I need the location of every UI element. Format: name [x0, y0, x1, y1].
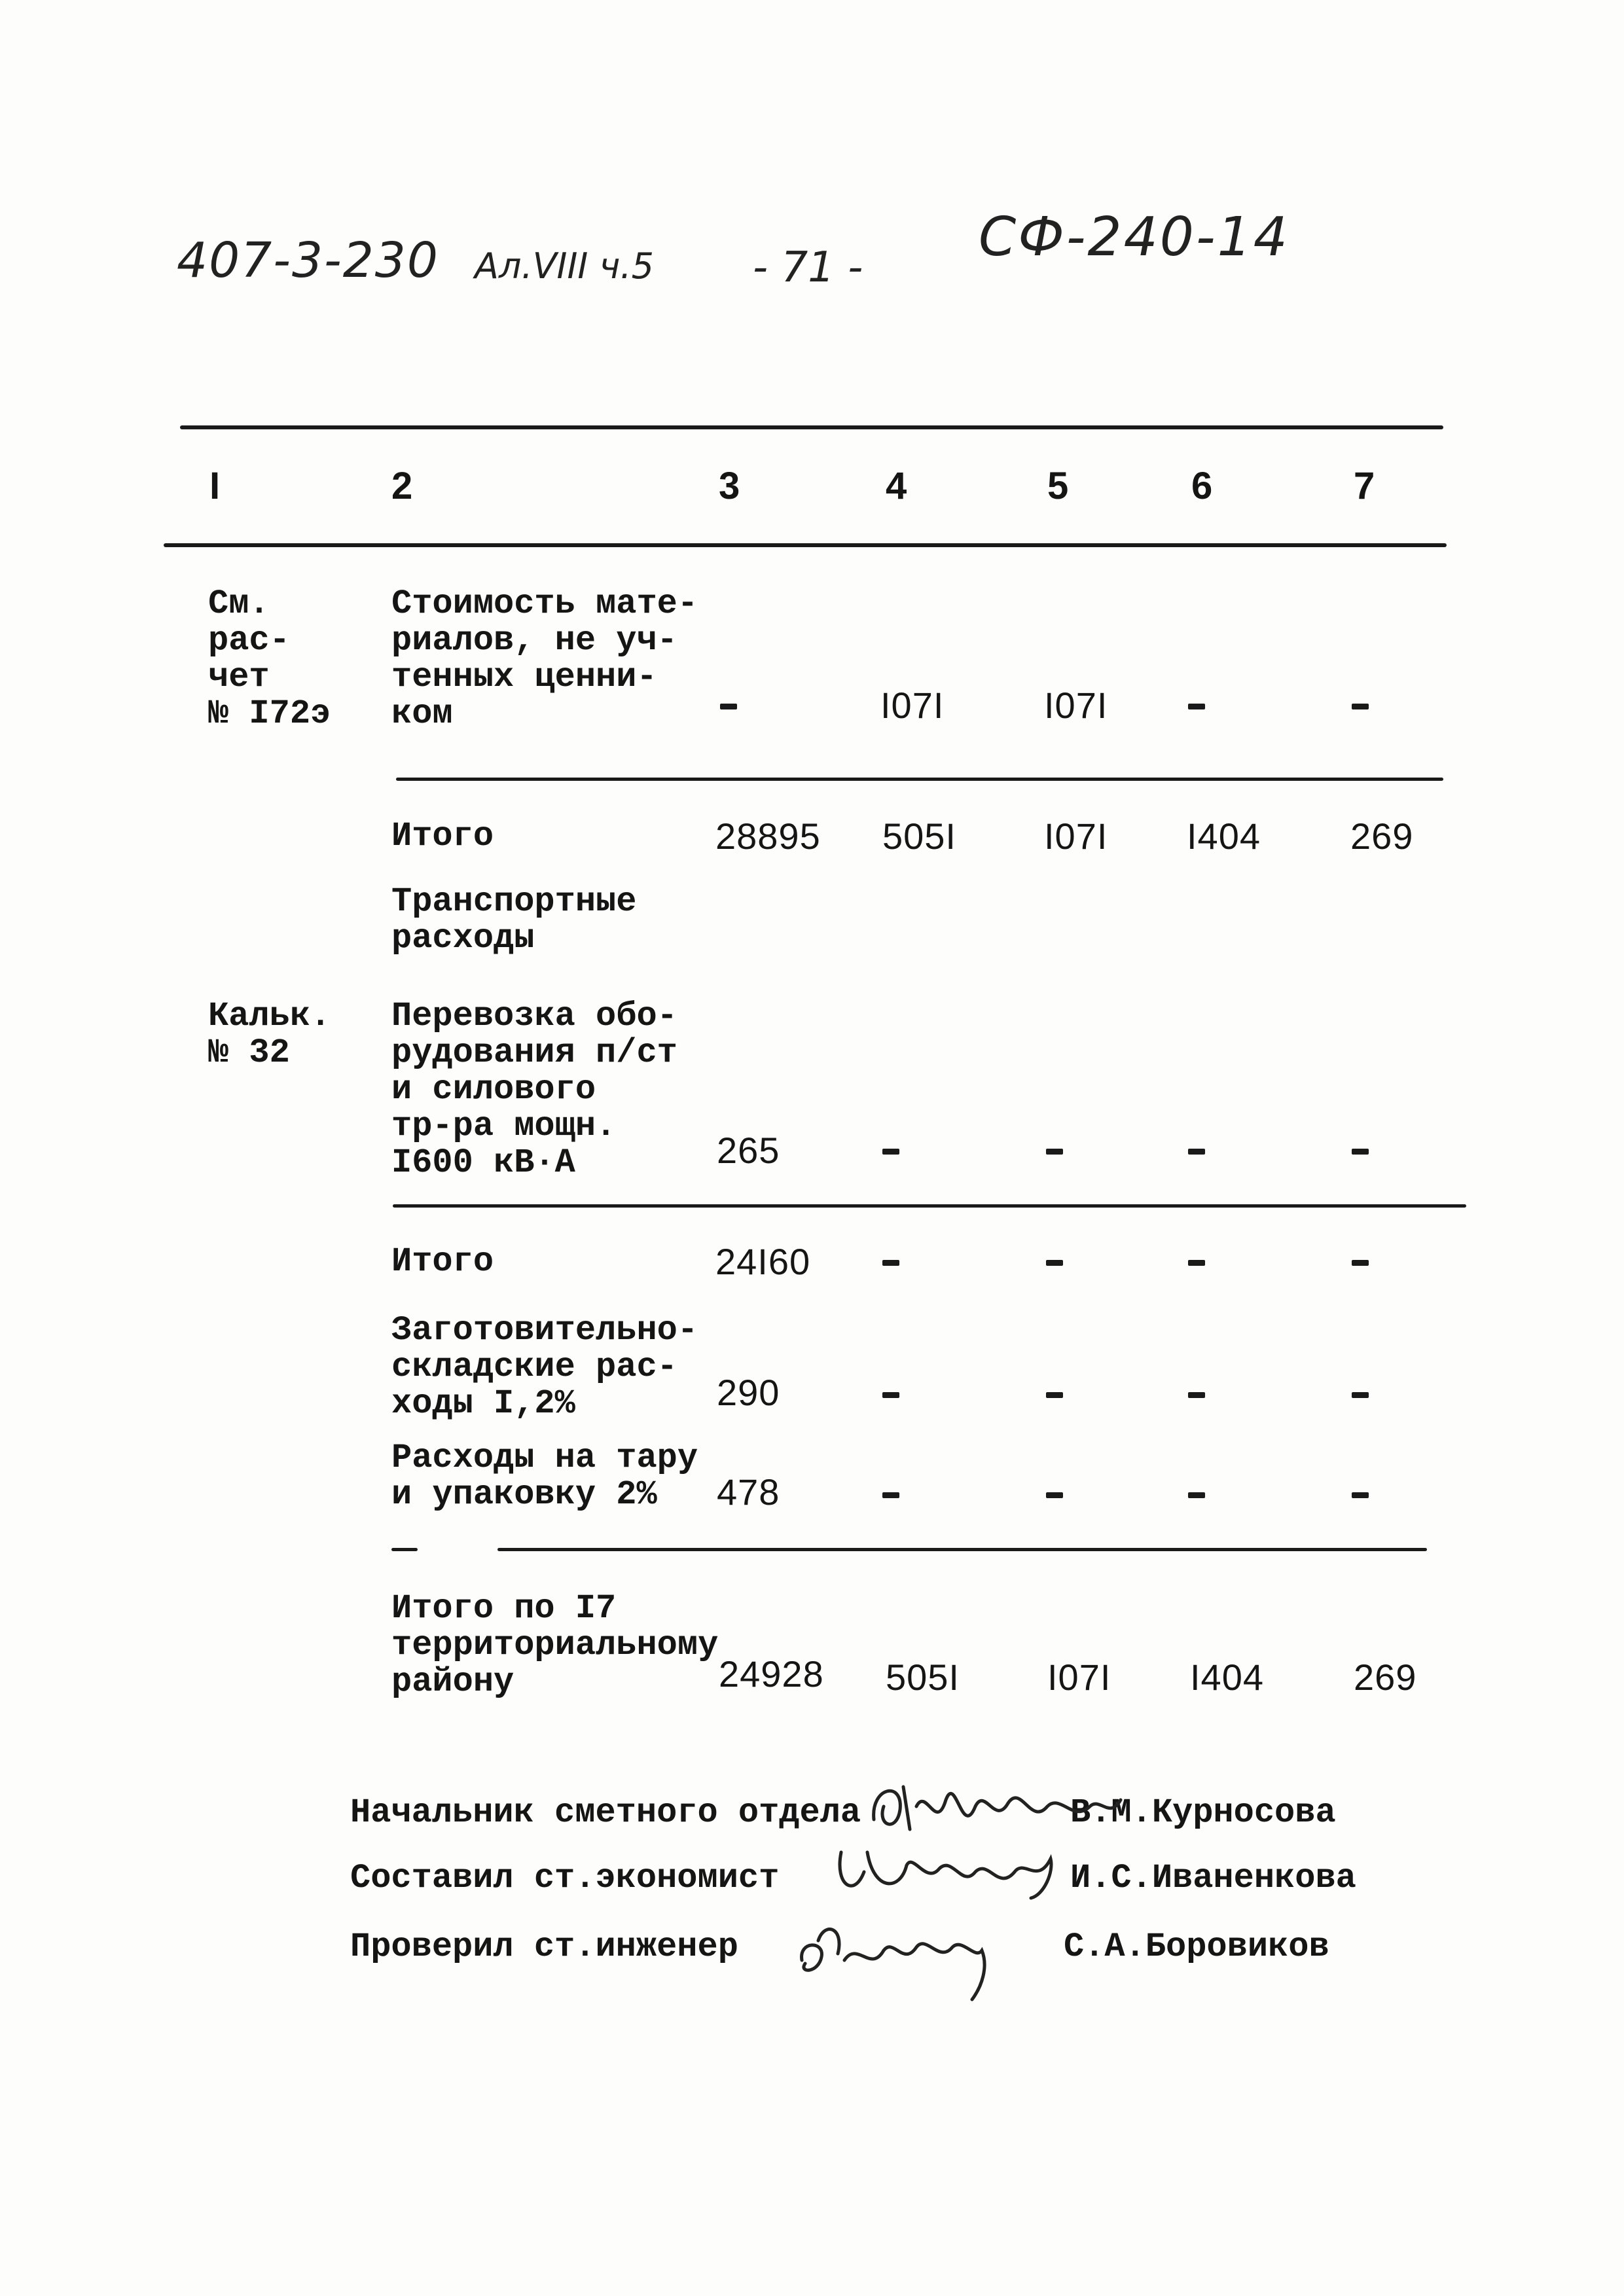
row3-name: Транспортные расходы	[391, 882, 637, 958]
row5-col4-dash	[882, 1260, 899, 1266]
signature-name-3: С.А.Боровиков	[1064, 1928, 1329, 1966]
row7-col3: 478	[717, 1471, 780, 1513]
signature-role-3: Проверил ст.инженер	[350, 1928, 738, 1966]
row5-col3: 24I60	[715, 1241, 811, 1282]
column-header-6: 6	[1191, 465, 1213, 507]
row2-col6: I404	[1187, 816, 1261, 857]
page-number: - 71 -	[753, 243, 863, 292]
column-header-2: 2	[391, 465, 413, 507]
row6-col6-dash	[1188, 1392, 1205, 1398]
row1-name: Стоимость мате- риалов, не уч- тенных ценни- ком	[391, 584, 698, 733]
row7-col7-dash	[1352, 1492, 1369, 1498]
row1-col4: I07I	[880, 685, 945, 726]
row5-name: Итого	[391, 1242, 494, 1281]
row4-name: Перевозка обо- рудования п/ст и силового тр-ра мощн. I600 кВ·А	[391, 997, 677, 1182]
row4-col4-dash	[882, 1149, 899, 1155]
row1-col6-dash	[1188, 704, 1205, 709]
row5-col6-dash	[1188, 1260, 1205, 1266]
row2-col3: 28895	[715, 816, 821, 857]
row8-col4: 505I	[886, 1657, 960, 1698]
row4-col5-dash	[1046, 1149, 1063, 1155]
row8-col6: I404	[1190, 1657, 1264, 1698]
divider-3a	[391, 1548, 418, 1551]
row1-col3-dash	[720, 704, 737, 709]
row4-col7-dash	[1352, 1149, 1369, 1155]
column-header-5: 5	[1047, 465, 1069, 507]
row7-col4-dash	[882, 1492, 899, 1498]
row1-col7-dash	[1352, 704, 1369, 709]
row8-col3: 24928	[719, 1653, 824, 1695]
divider-3b	[497, 1548, 1427, 1551]
row5-col5-dash	[1046, 1260, 1063, 1266]
row6-col4-dash	[882, 1392, 899, 1398]
row2-name: Итого	[391, 817, 494, 855]
signature-role-1: Начальник сметного отдела	[350, 1793, 861, 1832]
row6-name: Заготовительно- складские рас- ходы I,2%	[391, 1311, 698, 1423]
handwritten-signature-2	[828, 1833, 1064, 1911]
row4-col3: 265	[717, 1130, 780, 1171]
row7-name: Расходы на тару и упаковку 2%	[391, 1439, 698, 1514]
album-number: Ал.VIII ч.5	[475, 245, 654, 287]
row4-reference: Кальк. № 32	[208, 997, 331, 1072]
signature-name-1: В.М.Курносова	[1070, 1793, 1336, 1832]
table-top-rule	[180, 425, 1443, 429]
row5-col7-dash	[1352, 1260, 1369, 1266]
document-code: СФ-240-14	[979, 206, 1290, 268]
row7-col5-dash	[1046, 1492, 1063, 1498]
row1-reference: См. рас- чет № I72э	[208, 584, 331, 733]
row6-col7-dash	[1352, 1392, 1369, 1398]
row8-col7: 269	[1354, 1657, 1417, 1698]
column-header-7: 7	[1354, 465, 1375, 507]
signature-name-2: И.С.Иваненкова	[1070, 1859, 1356, 1897]
row2-col4: 505I	[882, 816, 956, 857]
row4-col6-dash	[1188, 1149, 1205, 1155]
row2-col7: 269	[1350, 816, 1414, 857]
column-header-4: 4	[886, 465, 907, 507]
row8-col5: I07I	[1047, 1657, 1111, 1698]
divider-2	[393, 1204, 1466, 1208]
row2-col5: I07I	[1044, 816, 1108, 857]
row6-col3: 290	[717, 1372, 780, 1413]
document-cipher: 407-3-230	[177, 232, 439, 289]
signature-role-2: Составил ст.экономист	[350, 1859, 780, 1897]
row1-col5: I07I	[1044, 685, 1108, 726]
row7-col6-dash	[1188, 1492, 1205, 1498]
row8-name: Итого по I7 территориальному району	[391, 1589, 719, 1701]
divider-1	[396, 778, 1443, 781]
handwritten-signature-3	[785, 1901, 1001, 2006]
column-header-3: 3	[719, 465, 740, 507]
header-bottom-rule	[164, 543, 1447, 547]
row6-col5-dash	[1046, 1392, 1063, 1398]
column-header-1: I	[209, 465, 221, 507]
